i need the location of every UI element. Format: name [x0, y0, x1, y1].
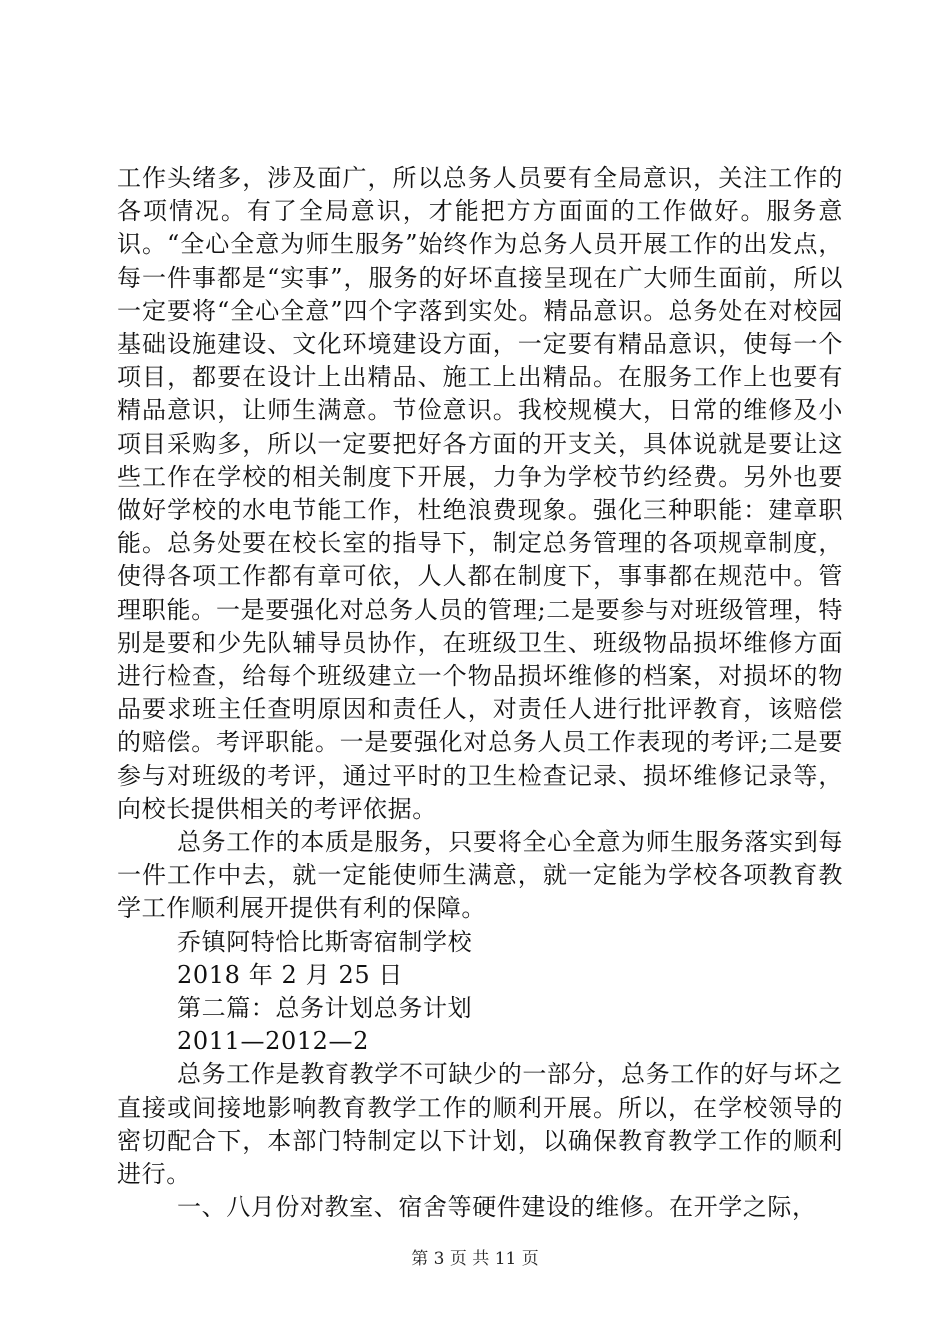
- document-date: 2018 年 2 月 25 日: [177, 960, 404, 989]
- document-body: [117, 162, 843, 1225]
- term-label: 2011—2012—2: [177, 1027, 370, 1056]
- paragraph-intro: 总务工作是教育教学不可缺少的一部分，总务工作的好与坏之直接或间接地影响教育教学工作的顺利开展。所以，在学校领导的密切配合下，本部门特制定以下计划，以确保教育教学工作的顺利进行。: [117, 1060, 843, 1189]
- paragraph-summary: 总务工作的本质是服务，只要将全心全意为师生服务落实到每一件工作中去，就一定能使师生满意，就一定能为学校各项教育教学工作顺利展开提供有利的保障。: [117, 828, 843, 923]
- paragraph-item-one: 一、八月份对教室、宿舍等硬件建设的维修。在开学之际，: [177, 1193, 817, 1222]
- school-name: 乔镇阿特恰比斯寄宿制学校: [177, 927, 473, 956]
- paragraph-continued: 工作头绪多，涉及面广，所以总务人员要有全局意识，关注工作的各项情况。有了全局意识，才能把方方面面的工作做好。服务意识。“全心全意为师生服务”始终作为总务人员开展工作的出发点，每一件事都是“实事”，服务的好坏直接呈现在广大师生面前，所以一定要将“全心全意”四个字落到实处。精品意识。总务处在对校园基础设施建设、文化环境建设方面，一定要有精品意识，使每一个项目，都要在设计上出精品、施工上出精品。在服务工作上也要有精品意识，让师生满意。节俭意识。我校规模大，日常的维修及小项目采购多，所以一定要把好各方面的开支关，具体说就是要让这些工作在学校的相关制度下开展，力争为学校节约经费。另外也要做好学校的水电节能工作，杜绝浪费现象。强化三种职能：建章职能。总务处要在校长室的指导下，制定总务管理的各项规章制度，使得各项工作都有章可依，人人都在制度下，事事都在规范中。管理职能。一是要强化对总务人员的管理;二是要参与对班级管理，特别是要和少先队辅导员协作，在班级卫生、班级物品损坏维修方面进行检查，给每个班级建立一个物品损坏维修的档案，对损坏的物品要求班主任查明原因和责任人，对责任人进行批评教育，该赔偿的赔偿。考评职能。一是要强化对总务人员工作表现的考评;二是要参与对班级的考评，通过平时的卫生检查记录、损坏维修记录等，向校长提供相关的考评依据。: [117, 164, 843, 823]
- page-number: 第 3 页 共 11 页: [411, 1249, 539, 1269]
- section-heading: 第二篇：总务计划总务计划: [177, 994, 473, 1023]
